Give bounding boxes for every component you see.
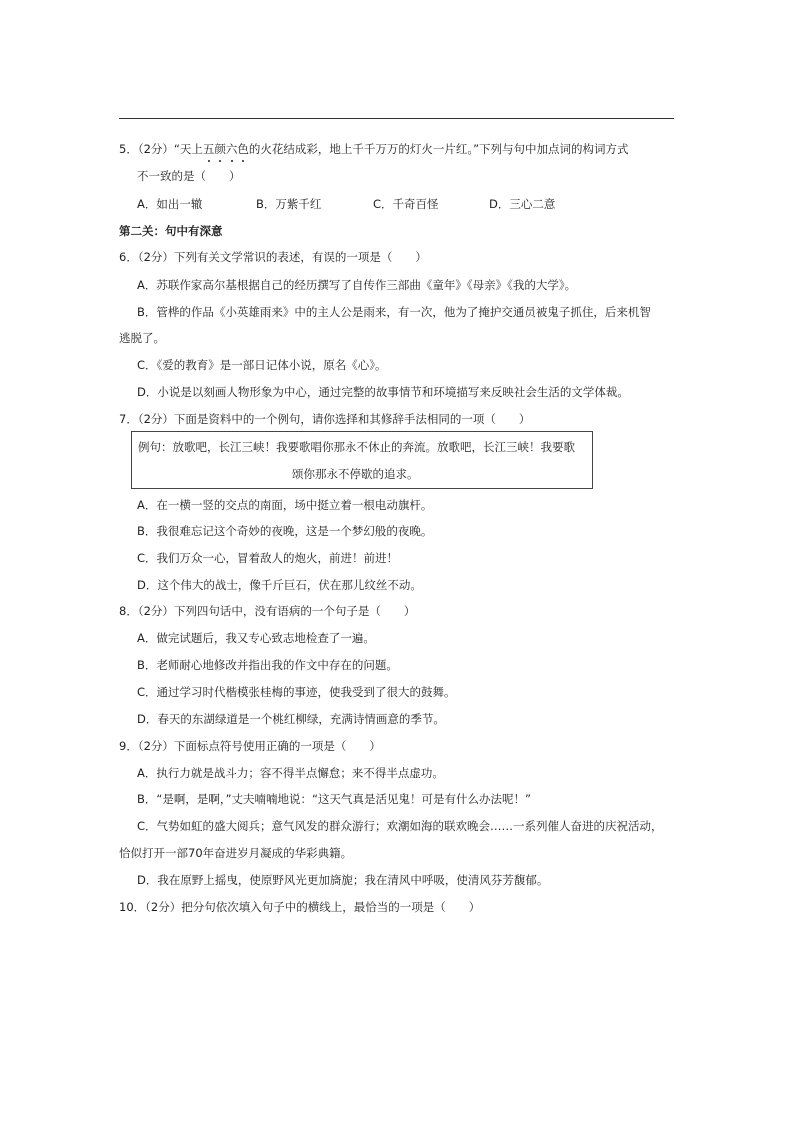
q5-dotted-char: 六 xyxy=(225,142,238,156)
q9-option-b: B．“是啊，是啊，”丈夫喃喃地说：“这天气真是活见鬼！可是有什么办法呢！” xyxy=(137,792,531,806)
q9-option-c-line2: 恰似打开一部70年奋进岁月凝成的华彩典籍。 xyxy=(119,846,353,860)
q5-option-b: B．万紫千红 xyxy=(256,197,322,211)
q8-stem: 8．（2分）下列四句话中，没有语病的一个句子是（ ） xyxy=(119,604,416,618)
q7-option-b: B．我很难忘记这个奇妙的夜晚，这是一个梦幻般的夜晚。 xyxy=(137,524,433,538)
q5-option-a: A．如出一辙 xyxy=(137,197,203,211)
q9-option-d: D．我在原野上摇曳，使原野风光更加旖旎；我在清风中呼吸，使清风芬芳馥郁。 xyxy=(137,873,549,887)
q7-option-c: C．我们万众一心，冒着敌人的炮火，前进！前进！ xyxy=(137,551,399,565)
q7-option-a: A．在一横一竖的交点的南面，场中挺立着一根电动旗杆。 xyxy=(137,498,433,512)
q5-stem-line2: 不一致的是（ ） xyxy=(137,169,241,183)
q8-option-d: D．春天的东湖绿道是一个桃红柳绿，充满诗情画意的季节。 xyxy=(137,712,445,726)
q6-option-a: A．苏联作家高尔基根据自己的经历撰写了自传作三部曲《童年》《母亲》《我的大学》。 xyxy=(137,278,577,292)
q8-option-c: C．通过学习时代楷模张桂梅的事迹，使我受到了很大的鼓舞。 xyxy=(137,685,456,699)
q5-option-c: C．千奇百怪 xyxy=(373,197,439,211)
section-title: 第二关：句中有深意 xyxy=(119,224,223,238)
q10-stem: 10．（2分）把分句依次填入句子中的横线上，最恰当的一项是（ ） xyxy=(119,900,481,914)
q9-option-c-line1: C．气势如虹的盛大阅兵；意气风发的群众游行；欢潮如海的联欢晚会……一系列催人奋进的庆祝活动， xyxy=(137,819,663,833)
q5-dotted-char: 色 xyxy=(237,142,249,156)
q5-stem-post: 的火花结成彩，地上千千万万的灯火一片红。”下列与句中加点词的构词方式 xyxy=(248,142,629,156)
q9-option-a: A．执行力就是战斗力；容不得半点懈怠；来不得半点虚功。 xyxy=(137,766,444,780)
header-rule xyxy=(119,118,674,119)
q7-option-d: D．这个伟大的战士，像千斤巨石，伏在那儿纹丝不动。 xyxy=(137,578,422,592)
q5-stem-line1 xyxy=(119,140,629,158)
q5-dotted-char: 颜 xyxy=(214,142,226,156)
q6-option-c: C．《爱的教育》是一部日记体小说，原名《心》。 xyxy=(137,358,387,372)
q7-example-line2: 颂你那永不停歇的追求。 xyxy=(292,467,419,481)
q8-option-a: A．做完试题后，我又专心致志地检查了一遍。 xyxy=(137,631,375,645)
q6-option-b-line1: B．管桦的作品《小英雄雨来》中的主人公是雨来，有一次，他为了掩护交通员被鬼子抓住，后来机智 xyxy=(137,305,651,319)
q7-example-line1: 例句：放歌吧，长江三峡！我要歌唱你那永不休止的奔流。放歌吧，长江三峡！我要歌 xyxy=(138,440,575,454)
q7-example-box xyxy=(131,431,593,489)
q5-dotted-char: 五 xyxy=(202,142,215,156)
q6-stem: 6．（2分）下列有关文学常识的表述，有误的一项是（ ） xyxy=(119,250,427,264)
q7-stem: 7．（2分）下面是资料中的一个例句，请你选择和其修辞手法相同的一项（ ） xyxy=(119,412,531,426)
q9-stem: 9．（2分）下面标点符号使用正确的一项是（ ） xyxy=(119,739,381,753)
q8-option-b: B．老师耐心地修改并指出我的作文中存在的问题。 xyxy=(137,658,398,672)
q5-option-d: D．三心二意 xyxy=(489,197,556,211)
q5-stem-pre: 5．（2分）“天上 xyxy=(119,142,203,156)
q6-option-d: D．小说是以刻画人物形象为中心，通过完整的故事情节和环境描写来反映社会生活的文学体裁。 xyxy=(137,385,629,399)
q6-option-b-line2: 逃脱了。 xyxy=(119,331,165,345)
